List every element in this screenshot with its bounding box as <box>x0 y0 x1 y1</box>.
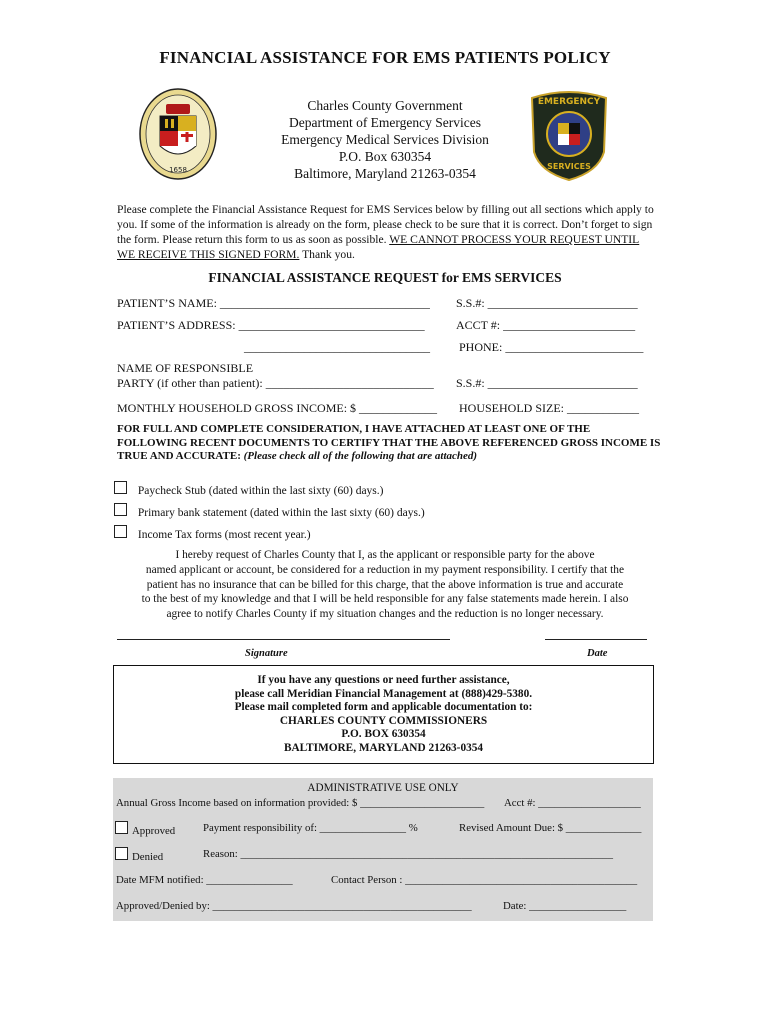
checkbox-square[interactable] <box>115 847 128 860</box>
contact-line: BALTIMORE, MARYLAND 21263-0354 <box>283 741 484 754</box>
checkbox-label: Primary bank statement (dated within the last sixty (60) days.) <box>137 507 425 519</box>
address-line: P.O. Box 630354 <box>338 149 432 164</box>
contact-line: Please mail completed form and applicable documentation to: <box>234 701 533 714</box>
checkbox-square[interactable] <box>115 821 128 834</box>
badge-bottom-text: SERVICES <box>547 162 591 171</box>
monthly-income-field[interactable]: MONTHLY HOUSEHOLD GROSS INCOME: $ _____________ <box>117 401 438 415</box>
acct-field[interactable]: ACCT #: ______________________ <box>456 318 636 332</box>
mfm-notified-field[interactable]: Date MFM notified: ________________ <box>116 874 293 886</box>
address-line: Department of Emergency Services <box>288 115 482 130</box>
signature-line[interactable] <box>117 639 450 640</box>
date-line[interactable] <box>545 639 647 640</box>
emergency-services-badge-logo <box>528 86 610 182</box>
checkbox-square[interactable] <box>114 525 127 538</box>
certification-line: to the best of my knowledge and that I will be held responsible for any false statements made herein. I also <box>141 593 629 606</box>
denied-label: Denied <box>132 851 164 863</box>
checkbox-label: Paycheck Stub (dated within the last sixty (60) days.) <box>137 485 384 497</box>
household-size-field[interactable]: HOUSEHOLD SIZE: ____________ <box>459 401 639 415</box>
certification-line: I hereby request of Charles County that I, as the applicant or responsible party for the above <box>175 549 595 561</box>
admin-use-section <box>113 778 653 921</box>
admin-date-field[interactable]: Date: __________________ <box>503 900 627 912</box>
contact-person-field[interactable]: Contact Person : ___________________________________________ <box>331 874 638 886</box>
request-subtitle: FINANCIAL ASSISTANCE REQUEST for EMS SERVICES <box>208 270 562 285</box>
checkbox-square[interactable] <box>114 481 127 494</box>
revised-amount-field[interactable]: Revised Amount Due: $ ______________ <box>459 822 642 834</box>
intro-thanks: Thank you. <box>299 248 355 261</box>
county-address <box>230 97 540 182</box>
admin-heading: ADMINISTRATIVE USE ONLY <box>307 782 459 794</box>
patient-address-field[interactable]: PATIENT’S ADDRESS: _______________________________ <box>117 318 425 332</box>
checkbox-paycheck[interactable] <box>114 481 383 497</box>
contact-line: CHARLES COUNTY COMMISSIONERS <box>279 714 488 727</box>
responsible-party-label: NAME OF RESPONSIBLE <box>117 361 254 375</box>
checkbox-square[interactable] <box>114 503 127 516</box>
address-line: Charles County Government <box>307 98 463 113</box>
attachment-text: FOR FULL AND COMPLETE CONSIDERATION, I HAVE ATTACHED AT LEAST ONE OF THE FOLLOWING RECENT DOCUMENTS TO CERTIFY THAT THE ABOVE REFERENCED GROSS INCOME IS TRUE AND ACCURATE: <box>117 423 661 462</box>
denied-checkbox[interactable] <box>115 847 163 863</box>
reason-field[interactable]: Reason: _____________________________________________________________________ <box>203 848 613 860</box>
certification-paragraph <box>110 548 660 622</box>
patient-name-field[interactable]: PATIENT’S NAME: ___________________________________ <box>117 296 430 310</box>
signature-label: Signature <box>245 648 288 659</box>
attachment-note: (Please check all of the following that are attached) <box>243 450 478 462</box>
address-line2-field[interactable]: _______________________________ <box>244 340 430 354</box>
address-line: Baltimore, Maryland 21263-0354 <box>294 166 476 181</box>
contact-line: P.O. BOX 630354 <box>341 728 426 741</box>
address-line: Emergency Medical Services Division <box>281 132 489 147</box>
page-title: FINANCIAL ASSISTANCE FOR EMS PATIENTS POLICY <box>159 48 611 67</box>
responsible-party-field[interactable]: PARTY (if other than patient): ____________________________ <box>117 376 434 390</box>
certification-line: named applicant or account, be considered for a reduction in my payment responsibility. I certify that the <box>145 563 625 576</box>
responsible-ssn-field[interactable]: S.S.#: _________________________ <box>456 376 638 390</box>
intro-emphasis: WE CANNOT PROCESS YOUR REQUEST UNTIL WE RECEIVE THIS SIGNED FORM. <box>117 233 640 261</box>
payment-responsibility-field[interactable]: Payment responsibility of: ________________ % <box>203 822 418 834</box>
checkbox-tax-forms[interactable] <box>114 525 311 541</box>
checkbox-bank-statement[interactable] <box>114 503 425 519</box>
certification-line: agree to notify Charles County if my situation changes and the reduction is no longer necessary. <box>166 608 604 621</box>
attachment-statement <box>117 423 662 464</box>
badge-top-text: EMERGENCY <box>537 97 601 107</box>
contact-info-box <box>113 665 654 764</box>
intro-text: Please complete the Financial Assistance Request for EMS Services below by filling out all sections which apply to you. If some of the information is already on the form, please check to be sure that it is correct. Don’t forget to sign the form. Please return this form to us as soon as possible. <box>117 203 654 246</box>
ssn-field[interactable]: S.S.#: _________________________ <box>456 296 638 310</box>
seal-year: 1658 <box>169 166 187 174</box>
approved-checkbox[interactable] <box>115 821 175 837</box>
annual-income-field[interactable]: Annual Gross Income based on information provided: $ _______________________ <box>116 797 485 809</box>
intro-paragraph <box>117 202 657 262</box>
certification-line: patient has no insurance that can be billed for this charge, that the above information is true and accurate <box>146 578 624 591</box>
checkbox-label: Income Tax forms (most recent year.) <box>137 529 311 541</box>
approved-by-field[interactable]: Approved/Denied by: ________________________________________________ <box>116 900 472 912</box>
date-label: Date <box>587 648 608 659</box>
approved-label: Approved <box>132 825 176 837</box>
contact-line: If you have any questions or need further assistance, <box>257 674 510 686</box>
contact-line: please call Meridian Financial Management at (888)429-5380. <box>234 687 533 700</box>
county-seal-logo <box>138 86 218 182</box>
admin-acct-field[interactable]: Acct #: ___________________ <box>504 797 641 809</box>
phone-field[interactable]: PHONE: _______________________ <box>459 340 644 354</box>
